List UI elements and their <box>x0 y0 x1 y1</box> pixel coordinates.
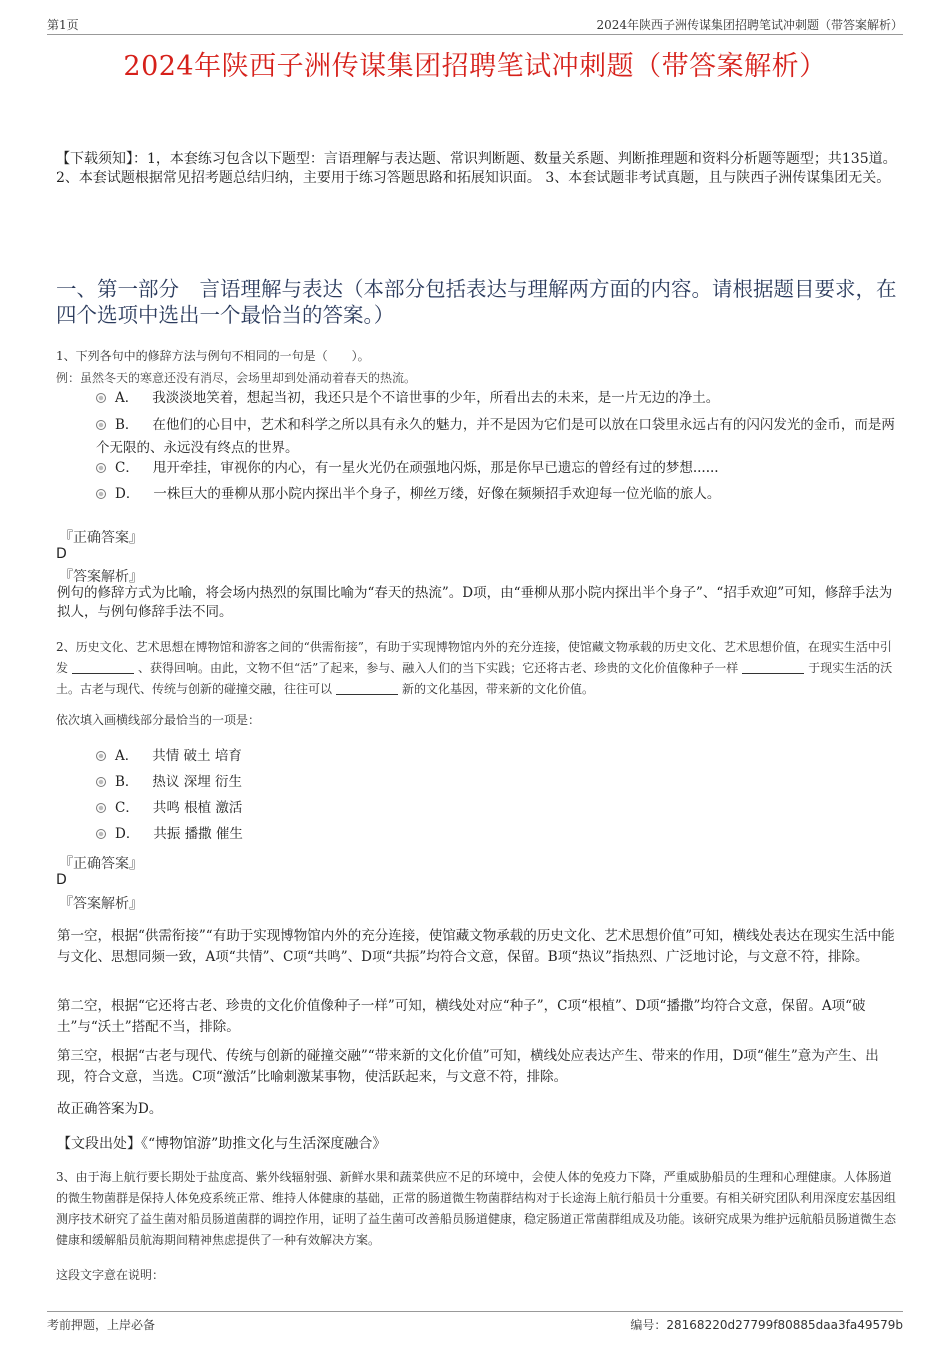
q1-option-b[interactable]: B． 在他们的心目中，艺术和科学之所以具有永久的魅力，并不是因为它们是可以放在口袋里永远占有的闪闪发光的金币，而是两个无限的、永远没有终点的世界。 <box>96 417 895 456</box>
radio-icon[interactable] <box>96 420 106 430</box>
q2-option-a[interactable]: A． 共情 破土 培育 <box>96 745 896 768</box>
footer-code: 编号：28168220d27799f80885daa3fa49579b <box>630 1318 903 1332</box>
radio-icon[interactable] <box>96 489 106 499</box>
q2-analysis-blank2: 第二空，根据“它还将古老、珍贵的文化价值像种子一样”可知，横线处对应“种子”，C项“根植”、D项“播撒”均符合文意，保留。A项“破土”与“沃土”搭配不当，排除。 <box>57 998 866 1035</box>
q1-answer: D <box>56 546 67 562</box>
q1-option-a[interactable]: A． 我淡淡地笑着，想起当初，我还只是个不谙世事的少年，所看出去的未来，是一片无边的净土。 <box>96 387 896 410</box>
document-title: 2024年陕西子洲传谋集团招聘笔试冲刺题（带答案解析） <box>123 51 827 82</box>
blank-line <box>336 682 398 695</box>
download-notice: 【下载须知】：1，本套练习包含以下题型：言语理解与表达题、常识判断题、数量关系题、判断推理题和资料分析题等题型；共135道。 2、本套试题根据常见招考题总结归纳，主要用于练习答题思路和拓展知识面。 3、本套试题非考试真题，且与陕西子洲传谋集团无关。 <box>56 151 897 186</box>
page-footer <box>47 1311 903 1332</box>
q1-correct-label: 『正确答案』 <box>59 530 143 546</box>
q1-stem: 1、下列各句中的修辞方法与例句不相同的一句是（ ）。 <box>56 349 370 363</box>
blank-line <box>72 661 134 674</box>
page-number: 第1页 <box>47 18 79 32</box>
radio-icon[interactable] <box>96 777 106 787</box>
q2-analysis-blank1: 第一空，根据“供需衔接”“有助于实现博物馆内外的充分连接，使馆藏文物承载的历史文化、艺术思想价值”可知，横线处表达在现实生活中能与文化、思想同频一致，A项“共情”、C项“共鸣”、D项“共振”均符合文意，保留。B项“热议”指热烈、广泛地讨论，与文意不符，排除。 <box>57 928 895 965</box>
q2-option-d[interactable]: D． 共振 播撒 催生 <box>96 823 896 846</box>
q2-prompt: 依次填入画横线部分最恰当的一项是： <box>56 713 261 727</box>
header-doc-title: 2024年陕西子洲传谋集团招聘笔试冲刺题（带答案解析） <box>596 18 903 32</box>
q2-option-c[interactable]: C． 共鸣 根植 激活 <box>96 797 896 820</box>
q1-analysis-label: 『答案解析』 <box>59 569 143 585</box>
section-heading: 一、第一部分 言语理解与表达（本部分包括表达与理解两方面的内容。请根据题目要求，在四个选项中选出一个最恰当的答案。） <box>56 277 897 327</box>
radio-icon[interactable] <box>96 829 106 839</box>
radio-icon[interactable] <box>96 751 106 761</box>
q1-option-d[interactable]: D． 一株巨大的垂柳从那小院内探出半个身子，柳丝万缕，好像在频频招手欢迎每一位光临的旅人。 <box>96 483 896 506</box>
page-header <box>47 14 903 35</box>
q2-source: 【文段出处】《“博物馆游”助推文化与生活深度融合》 <box>57 1136 387 1152</box>
q3-stem: 3、由于海上航行要长期处于盐度高、紫外线辐射强、新鲜水果和蔬菜供应不足的环境中，会使人体的免疫力下降，严重威胁船员的生理和心理健康。人体肠道的微生物菌群是保持人体免疫系统正常、维持人体健康的基础，正常的肠道微生物菌群结构对于长途海上航行船员十分重要。有相关研究团队利用深度宏基因组测序技术研究了益生菌对船员肠道菌群的调控作用，证明了益生菌可改善船员肠道健康，稳定肠道正常菌群组成及功能。该研究成果为维护远航船员肠道微生态健康和缓解船员航海期间精神焦虑提供了一种有效解决方案。 <box>56 1170 897 1247</box>
q2-stem: 2、历史文化、艺术思想在博物馆和游客之间的“供需衔接”，有助于实现博物馆内外的充分连接，使馆藏文物承载的历史文化、艺术思想价值，在现实生活中引发 、获得回响。由此，文物不但“活”了起来，参与、融入人们的当下实践；它还将古老、珍贵的文化价值像种子一样 于现实生活的沃土。古老与现代、传统与创新的碰撞交融，往往可以 新的文化基因，带来新的文化价值。 <box>56 640 893 696</box>
q3-prompt: 这段文字意在说明： <box>56 1268 165 1282</box>
footer-slogan: 考前押题，上岸必备 <box>47 1318 156 1332</box>
radio-icon[interactable] <box>96 463 106 473</box>
q2-answer: D <box>56 872 67 888</box>
q2-option-b[interactable]: B． 热议 深埋 衍生 <box>96 771 896 794</box>
q1-option-c[interactable]: C． 甩开牵挂，审视你的内心，有一星火光仍在顽强地闪烁，那是你早已遗忘的曾经有过的梦想...... <box>96 457 896 480</box>
radio-icon[interactable] <box>96 803 106 813</box>
q2-analysis-blank3: 第三空，根据“古老与现代、传统与创新的碰撞交融”“带来新的文化价值”可知，横线处应表达产生、带来的作用，D项“催生”意为产生、出现，符合文意，当选。C项“激活”比喻刺激某事物，使活跃起来，与文意不符，排除。 <box>57 1048 879 1085</box>
q2-correct-label: 『正确答案』 <box>59 856 143 872</box>
radio-icon[interactable] <box>96 393 106 403</box>
q1-example: 例：虽然冬天的寒意还没有消尽，会场里却到处涌动着春天的热流。 <box>56 371 417 385</box>
q1-analysis: 例句的修辞方式为比喻，将会场内热烈的氛围比喻为“春天的热流”。D项，由“垂柳从那小院内探出半个身子”、“招手欢迎”可知，修辞手法为拟人，与例句修辞手法不同。 <box>57 585 893 620</box>
blank-line <box>742 661 804 674</box>
q2-analysis-label: 『答案解析』 <box>59 896 143 912</box>
q2-analysis-conclusion: 故正确答案为D。 <box>57 1101 163 1117</box>
